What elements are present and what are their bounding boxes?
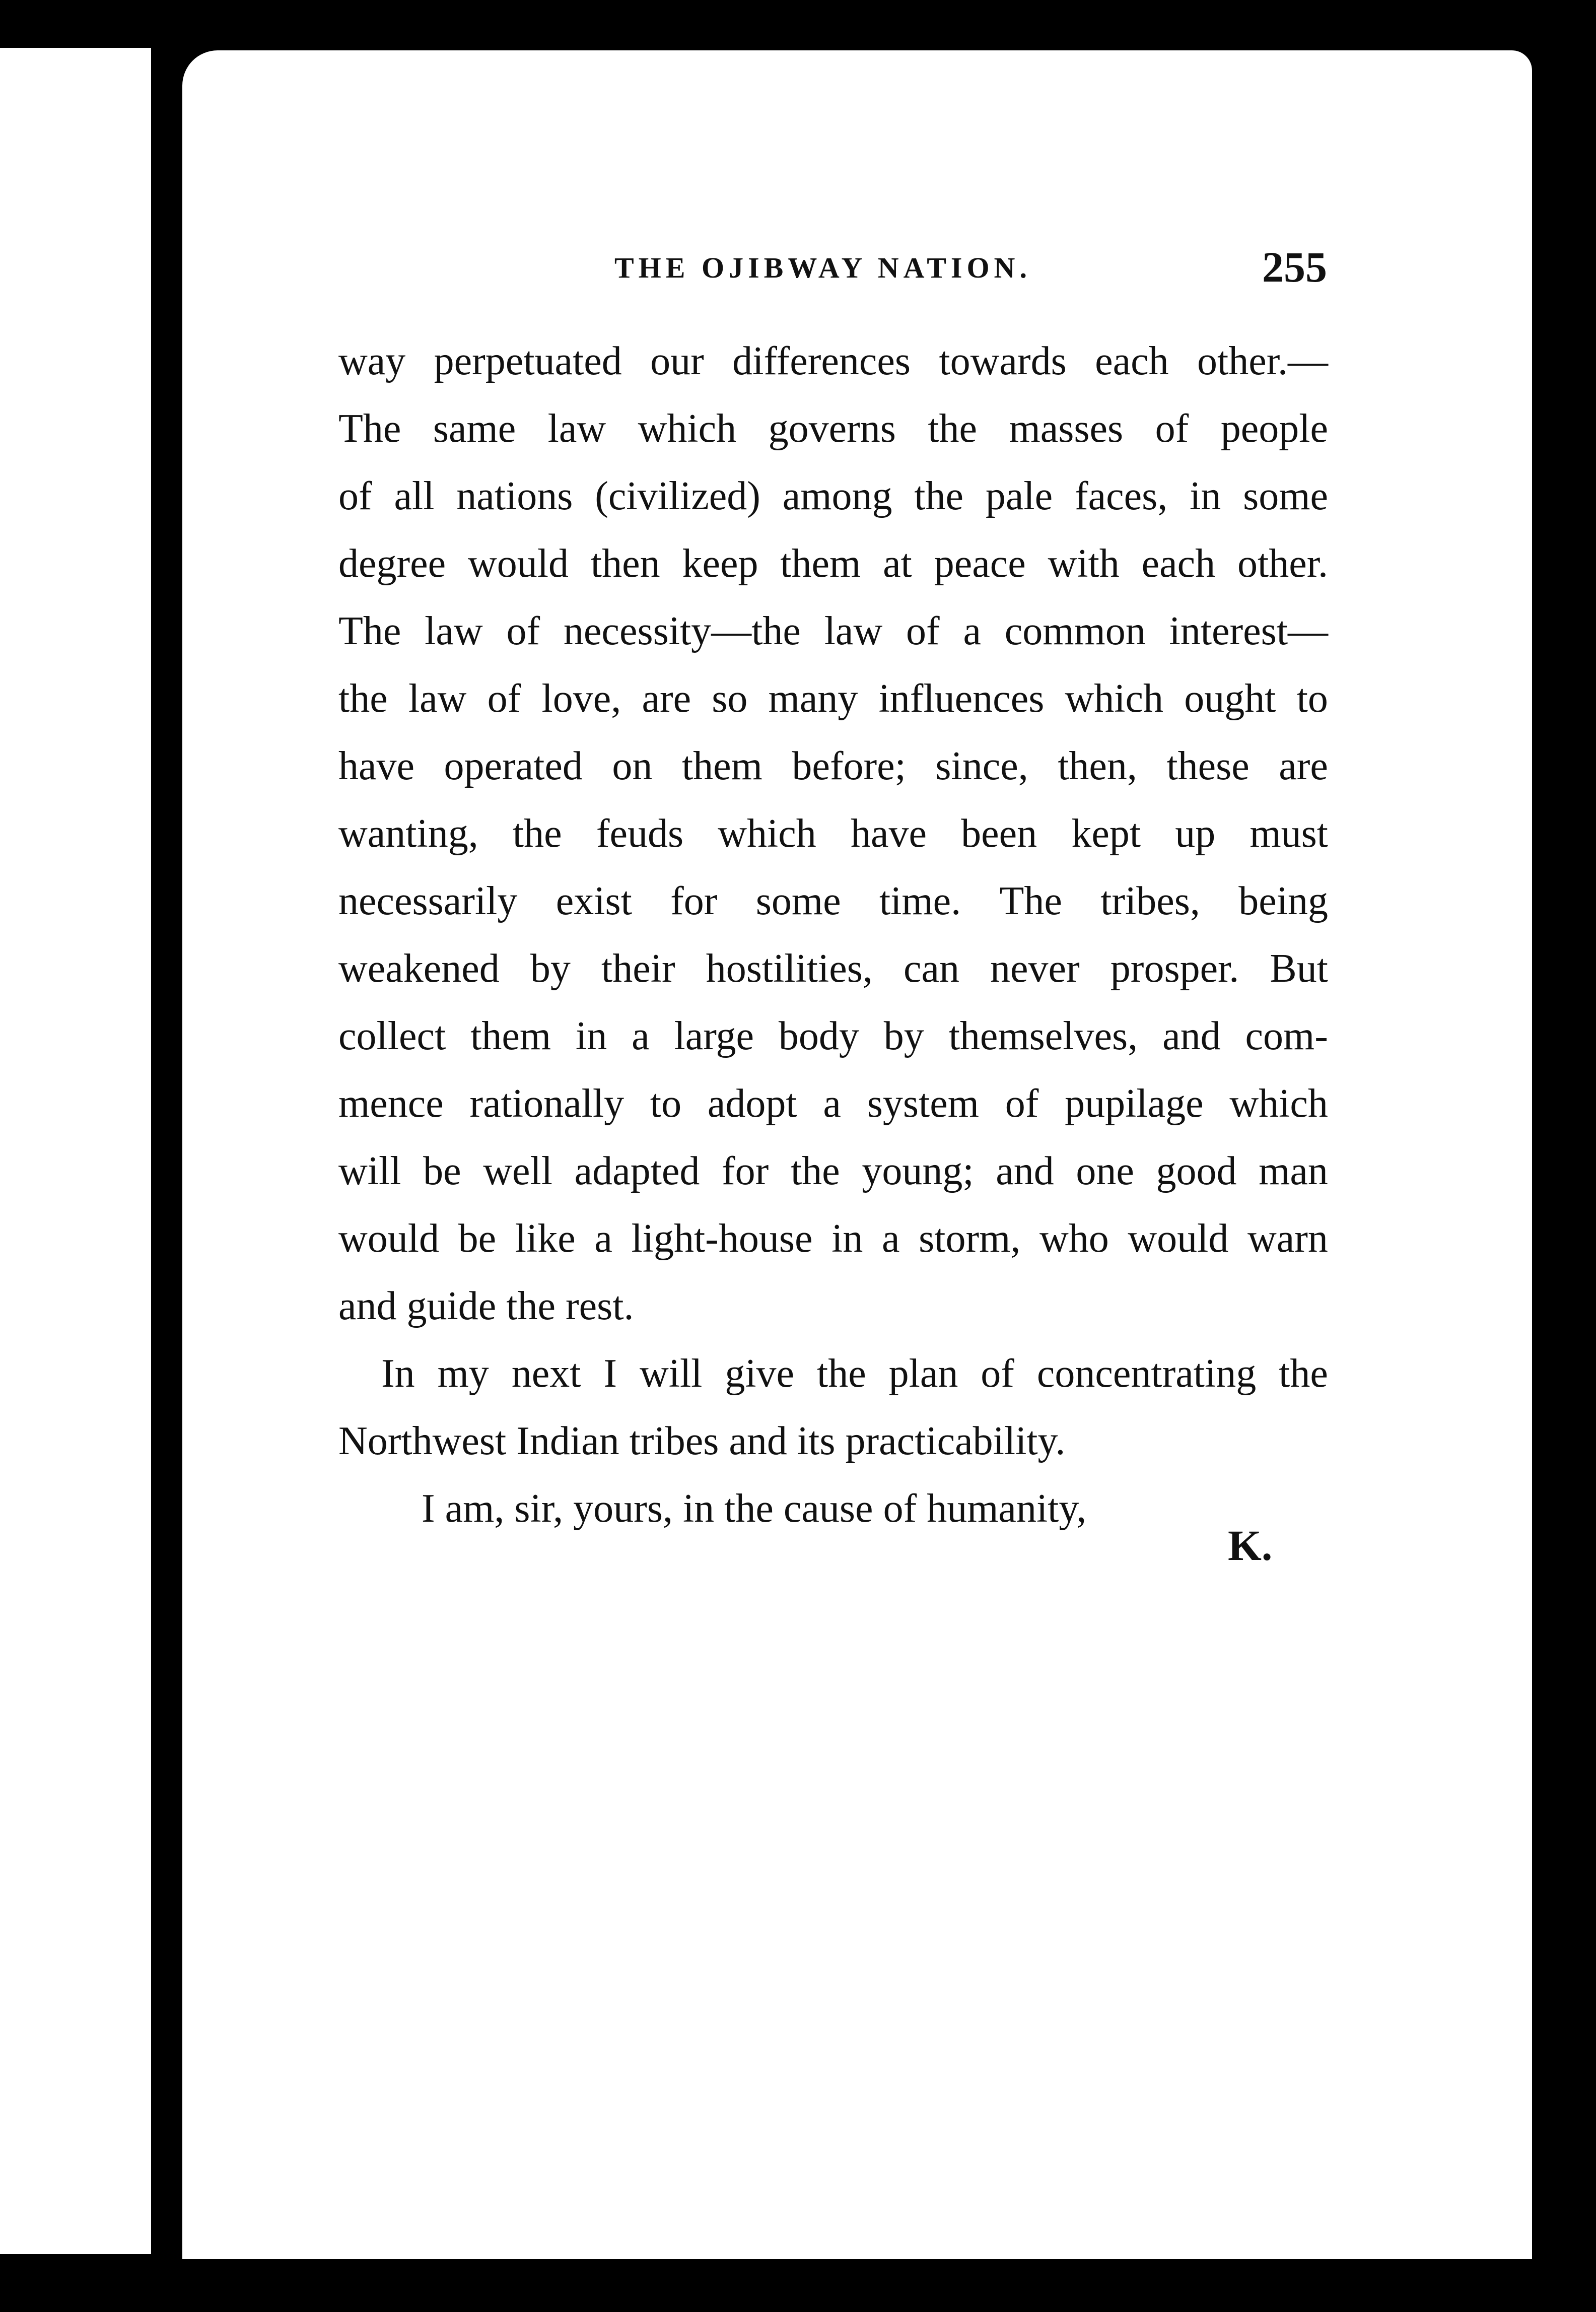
- word: been: [961, 811, 1037, 856]
- word: of: [487, 676, 521, 721]
- word: Northwest Indian tribes and its practicability.: [338, 1419, 1066, 1463]
- word: law: [547, 406, 606, 451]
- word: good: [1156, 1149, 1237, 1193]
- word: I: [603, 1351, 617, 1396]
- word: would: [468, 541, 569, 586]
- word: towards: [939, 339, 1067, 383]
- word: prosper.: [1110, 946, 1239, 991]
- word: will: [639, 1351, 703, 1396]
- word: well: [483, 1149, 552, 1193]
- word: are: [1279, 744, 1328, 788]
- word: The: [338, 406, 401, 451]
- word: up: [1175, 811, 1216, 856]
- text-line: [338, 395, 1328, 462]
- word: at: [883, 541, 912, 586]
- word: to: [650, 1081, 682, 1126]
- word: be: [458, 1216, 497, 1261]
- word: a: [881, 1216, 900, 1261]
- word: law: [408, 676, 467, 721]
- word: one: [1076, 1149, 1134, 1193]
- word: being: [1238, 879, 1328, 923]
- word: would: [338, 1216, 439, 1261]
- word: which: [638, 406, 737, 451]
- word: be: [423, 1149, 461, 1193]
- word: collect: [338, 1014, 446, 1058]
- word: to: [1296, 676, 1328, 721]
- word: perpetuated: [434, 339, 622, 383]
- word: them: [681, 744, 762, 788]
- word: give: [725, 1351, 795, 1396]
- word: law: [425, 609, 483, 653]
- word: a: [594, 1216, 612, 1261]
- word: of: [1155, 406, 1189, 451]
- word: faces,: [1074, 474, 1168, 518]
- closing-line: I am, sir, yours, in the cause of humanity,: [422, 1486, 1087, 1531]
- word: man: [1259, 1149, 1328, 1193]
- word: interest—: [1169, 609, 1328, 653]
- text-line: [338, 1002, 1328, 1070]
- word: in: [831, 1216, 863, 1261]
- word: before;: [792, 744, 906, 788]
- word: necessarily: [338, 879, 518, 923]
- word: of: [506, 609, 540, 653]
- word: for: [670, 879, 718, 923]
- word: a: [823, 1081, 841, 1126]
- word: weakened: [338, 946, 500, 991]
- word: their: [601, 946, 675, 991]
- word: by: [530, 946, 571, 991]
- word: these: [1166, 744, 1250, 788]
- text-line: [338, 597, 1328, 665]
- word: are: [642, 676, 691, 721]
- word: of: [981, 1351, 1014, 1396]
- word: then,: [1058, 744, 1137, 788]
- word: many: [768, 676, 858, 721]
- text-line: [338, 462, 1328, 530]
- word: a: [963, 609, 981, 653]
- text-line: [338, 800, 1328, 867]
- text-line: [338, 327, 1328, 395]
- word: feuds: [596, 811, 684, 856]
- word: all: [394, 474, 435, 518]
- word: The: [338, 609, 401, 653]
- word: other.—: [1197, 339, 1328, 383]
- word: like: [515, 1216, 576, 1261]
- text-line: [338, 732, 1328, 800]
- word: so: [712, 676, 748, 721]
- word: pupilage: [1065, 1081, 1204, 1126]
- word: exist: [556, 879, 632, 923]
- word: have: [338, 744, 415, 788]
- word: the: [928, 406, 978, 451]
- text-line: [338, 1205, 1328, 1272]
- word: who: [1039, 1216, 1109, 1261]
- word: which: [1229, 1081, 1328, 1126]
- word: adopt: [707, 1081, 797, 1126]
- word: a: [632, 1014, 650, 1058]
- word: way: [338, 339, 406, 383]
- word: in: [575, 1014, 607, 1058]
- text-line: [338, 1272, 1328, 1340]
- word: among: [782, 474, 892, 518]
- word: wanting,: [338, 811, 478, 856]
- word: body: [778, 1014, 859, 1058]
- word: nations: [456, 474, 573, 518]
- word: have: [850, 811, 927, 856]
- word: governs: [768, 406, 896, 451]
- word: ought: [1184, 676, 1276, 721]
- word: law: [824, 609, 883, 653]
- word: keep: [682, 541, 758, 586]
- text-line: [338, 530, 1328, 597]
- word: which: [1065, 676, 1164, 721]
- text-line: [338, 867, 1328, 935]
- word: each: [1095, 339, 1169, 383]
- word: in: [1190, 474, 1221, 518]
- word: same: [433, 406, 516, 451]
- word: and: [996, 1149, 1054, 1193]
- word: common: [1004, 609, 1146, 653]
- word: people: [1220, 406, 1328, 451]
- word: will: [338, 1149, 401, 1193]
- word: young;: [862, 1149, 974, 1193]
- text-line: [338, 1070, 1328, 1137]
- word: the: [512, 811, 562, 856]
- word: mence: [338, 1081, 444, 1126]
- word: my: [437, 1351, 489, 1396]
- running-title: THE OJIBWAY NATION.: [614, 251, 1031, 284]
- word: pale: [985, 474, 1053, 518]
- word: next: [511, 1351, 581, 1396]
- word: necessity—the: [563, 609, 801, 653]
- word: then: [590, 541, 660, 586]
- word: In: [381, 1351, 415, 1396]
- word: can: [903, 946, 959, 991]
- word: the: [338, 676, 388, 721]
- word: some: [1243, 474, 1328, 518]
- word: would: [1128, 1216, 1229, 1261]
- word: of: [338, 474, 372, 518]
- text-line: [338, 1407, 1328, 1475]
- word: the: [914, 474, 964, 518]
- word: degree: [338, 541, 446, 586]
- word: must: [1250, 811, 1328, 856]
- word: of: [1005, 1081, 1039, 1126]
- word: which: [718, 811, 816, 856]
- word: hostilities,: [706, 946, 873, 991]
- text-line: [338, 1340, 1328, 1407]
- word: by: [883, 1014, 924, 1058]
- page-number: 255: [1262, 243, 1327, 291]
- word: influences: [878, 676, 1045, 721]
- word: (civilized): [595, 474, 760, 518]
- running-head: [340, 242, 1327, 297]
- word: kept: [1071, 811, 1141, 856]
- word: with: [1048, 541, 1120, 586]
- word: adapted: [574, 1149, 700, 1193]
- word: never: [990, 946, 1080, 991]
- previous-page-edge: [0, 48, 151, 2254]
- body-text: [338, 327, 1328, 1542]
- word: light-house: [631, 1216, 813, 1261]
- word: com-: [1245, 1014, 1328, 1058]
- word: The: [999, 879, 1062, 923]
- word: time.: [879, 879, 961, 923]
- word: them: [780, 541, 861, 586]
- word: on: [612, 744, 653, 788]
- word: peace: [934, 541, 1026, 586]
- word: rationally: [469, 1081, 624, 1126]
- word: and: [1162, 1014, 1221, 1058]
- word: concentrating: [1036, 1351, 1257, 1396]
- word: operated: [444, 744, 583, 788]
- word: since,: [935, 744, 1028, 788]
- word: for: [722, 1149, 769, 1193]
- word: masses: [1009, 406, 1124, 451]
- word: the: [1279, 1351, 1328, 1396]
- word: them: [470, 1014, 551, 1058]
- word: each: [1141, 541, 1216, 586]
- word: love,: [541, 676, 621, 721]
- text-line: [338, 935, 1328, 1002]
- text-line: [338, 1137, 1328, 1205]
- word: and guide the rest.: [338, 1284, 634, 1328]
- word: plan: [888, 1351, 958, 1396]
- word: the: [790, 1149, 840, 1193]
- word: themselves,: [948, 1014, 1138, 1058]
- word: But: [1270, 946, 1328, 991]
- text-line: [338, 665, 1328, 732]
- word: of: [906, 609, 940, 653]
- word: some: [755, 879, 841, 923]
- word: our: [650, 339, 704, 383]
- word: other.: [1237, 541, 1328, 586]
- word: storm,: [919, 1216, 1021, 1261]
- word: warn: [1247, 1216, 1328, 1261]
- signature: K.: [1228, 1521, 1273, 1570]
- page-edge-shadow: [1536, 0, 1596, 2312]
- word: differences: [732, 339, 911, 383]
- word: tribes,: [1100, 879, 1200, 923]
- word: the: [816, 1351, 866, 1396]
- word: large: [674, 1014, 754, 1058]
- word: system: [867, 1081, 979, 1126]
